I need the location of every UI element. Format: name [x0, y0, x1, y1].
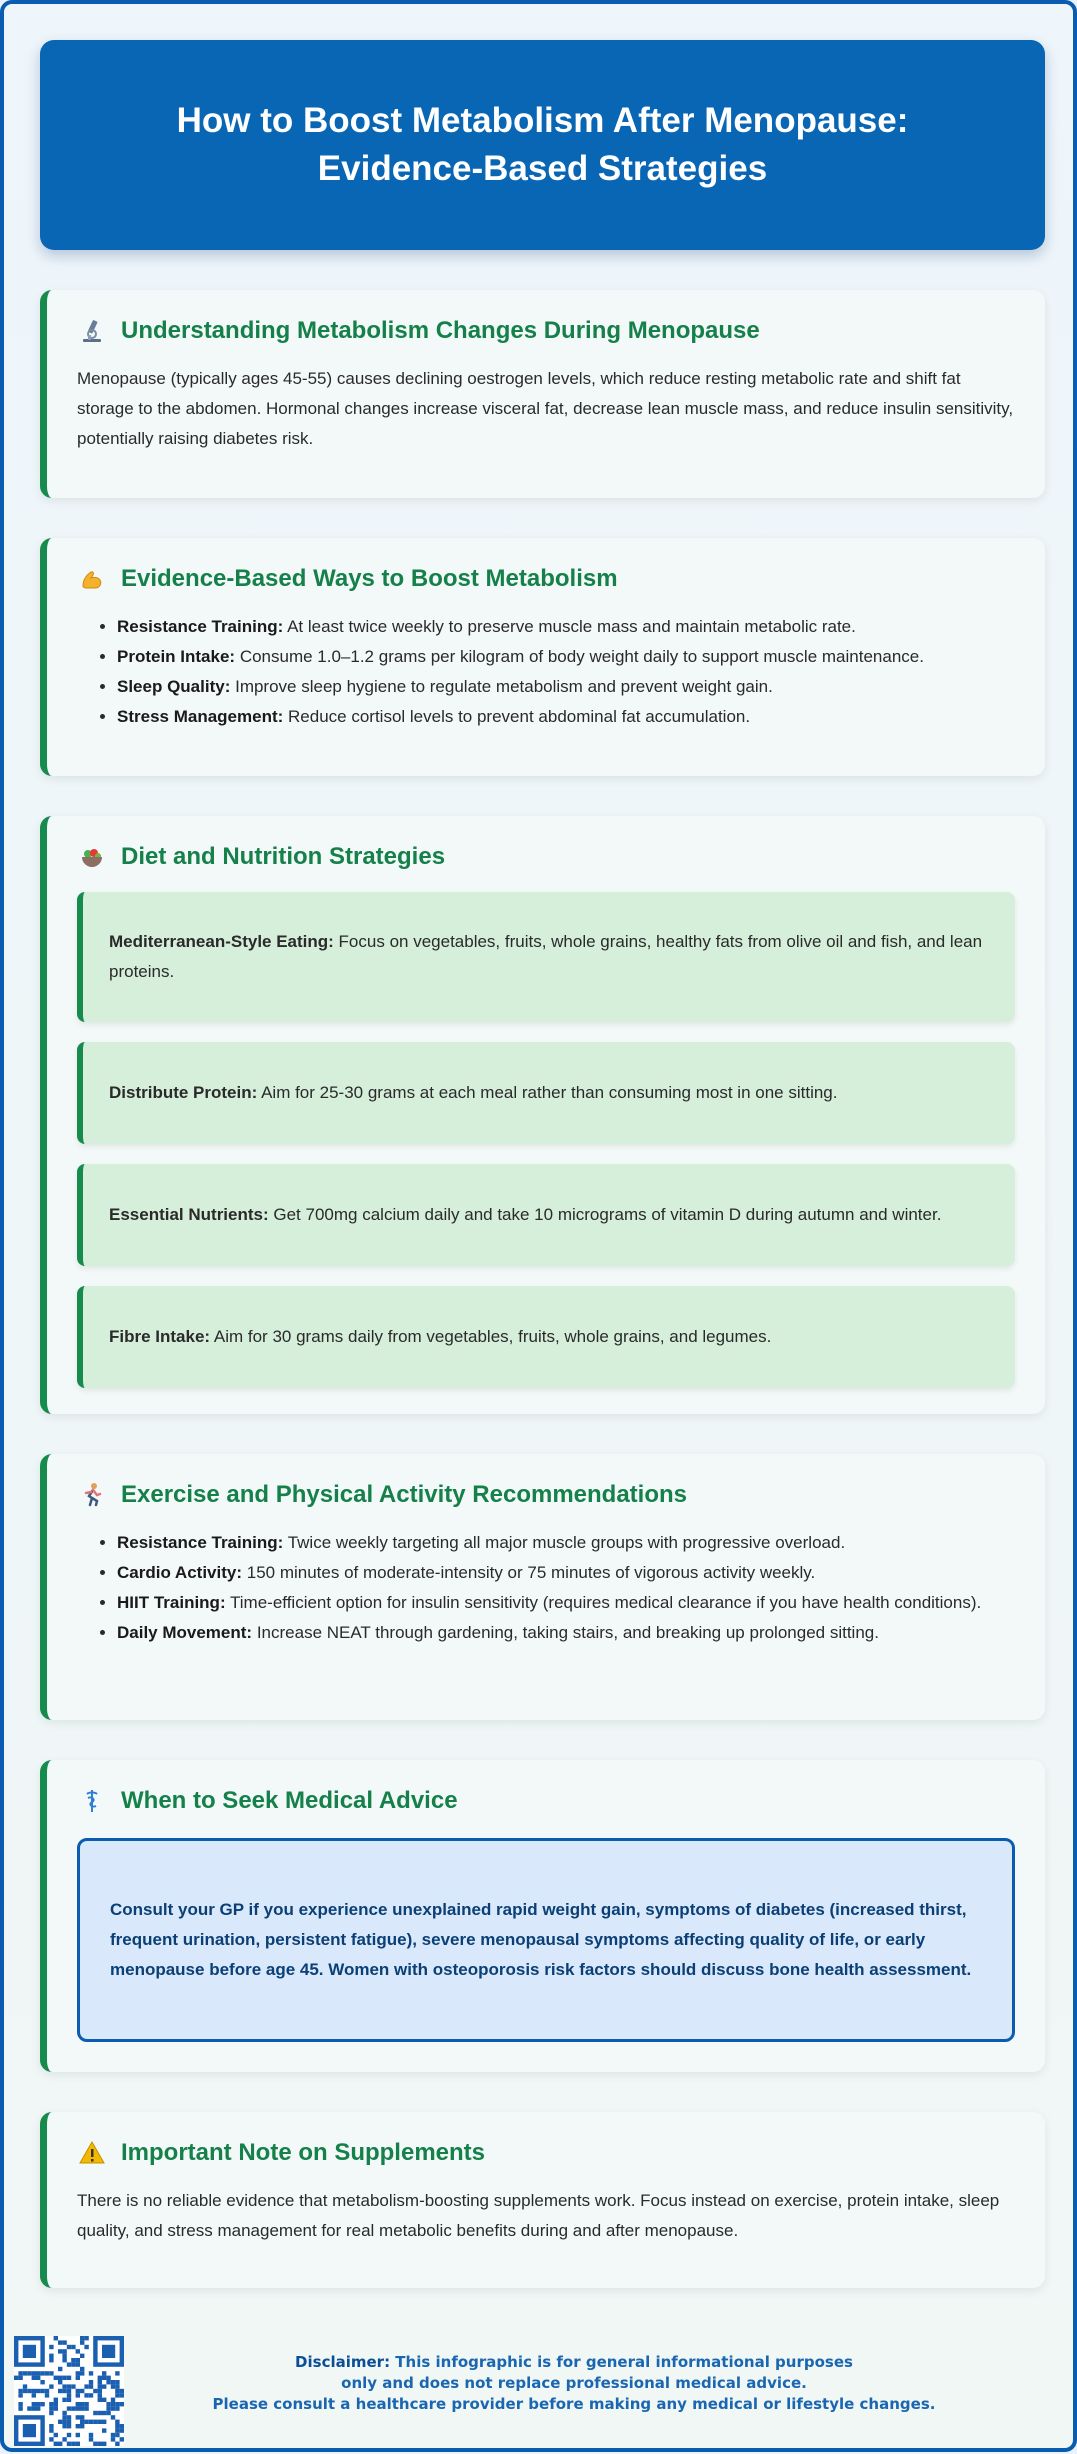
- list-item: [117, 1588, 1015, 1618]
- section-supplements: [40, 2112, 1045, 2288]
- item-label: Sleep Quality:: [117, 677, 231, 696]
- section-title: Exercise and Physical Activity Recommendations: [121, 1481, 688, 1508]
- item-label: Stress Management:: [117, 707, 284, 726]
- list-item: [117, 1558, 1015, 1588]
- diet-tip: [77, 1286, 1015, 1388]
- section-title: Important Note on Supplements: [121, 2139, 486, 2166]
- microscope-icon: [77, 316, 107, 346]
- title-line-2: Evidence-Based Strategies: [317, 149, 768, 188]
- section-boost: [40, 538, 1045, 776]
- salad-bowl-icon: [77, 842, 107, 872]
- tip-label: Mediterranean-Style Eating:: [109, 932, 334, 951]
- list-item: [117, 612, 1015, 642]
- boost-list: [77, 612, 1015, 732]
- diet-tip: [77, 892, 1015, 1022]
- section-text: Menopause (typically ages 45-55) causes declining oestrogen levels, which reduce resting metabolic rate and shift fat storage to the abdomen. Hormonal changes increase visceral fat, decrease lean muscle mass, and reduce insulin sensitivity, potentially raising diabetes risk.: [77, 369, 1014, 448]
- disclaimer: [164, 2352, 984, 2415]
- section-header: [77, 2138, 1015, 2168]
- exercise-list: [77, 1528, 1015, 1648]
- item-label: Cardio Activity:: [117, 1563, 243, 1582]
- tip-text: Get 700mg calcium daily and take 10 micrograms of vitamin D during autumn and winter.: [268, 1205, 942, 1224]
- qr-code-icon[interactable]: [14, 2336, 124, 2446]
- item-text: Improve sleep hygiene to regulate metabolism and prevent weight gain.: [230, 677, 773, 696]
- tip-label: Essential Nutrients:: [109, 1205, 269, 1224]
- item-text: Increase NEAT through gardening, taking stairs, and breaking up prolonged sitting.: [252, 1623, 879, 1642]
- section-title: Understanding Metabolism Changes During Menopause: [121, 317, 760, 344]
- item-label: Resistance Training:: [117, 617, 284, 636]
- item-text: Twice weekly targeting all major muscle groups with progressive overload.: [283, 1533, 846, 1552]
- tip-text: Aim for 25-30 grams at each meal rather than consuming most in one sitting.: [257, 1083, 838, 1102]
- section-exercise: [40, 1454, 1045, 1720]
- flexed-biceps-icon: [77, 564, 107, 594]
- running-person-icon: [77, 1480, 107, 1510]
- item-text: At least twice weekly to preserve muscle mass and maintain metabolic rate.: [283, 617, 856, 636]
- section-diet: [40, 816, 1045, 1414]
- section-title: Evidence-Based Ways to Boost Metabolism: [121, 565, 618, 592]
- disclaimer-line-1: This infographic is for general informational purposes: [390, 2353, 853, 2371]
- tip-label: Distribute Protein:: [109, 1083, 258, 1102]
- page-title: [177, 97, 909, 193]
- tip-text: Focus on vegetables, fruits, whole grains, healthy fats from olive oil and fish, and lean proteins.: [109, 932, 983, 981]
- disclaimer-label: Disclaimer:: [295, 2353, 391, 2371]
- medical-alert-box: [77, 1838, 1015, 2042]
- section-header: [77, 1480, 1015, 1510]
- section-header: [77, 316, 1015, 346]
- list-item: [117, 1528, 1015, 1558]
- item-text: Time-efficient option for insulin sensitivity (requires medical clearance if you have health conditions).: [225, 1593, 982, 1612]
- diet-tip: [77, 1042, 1015, 1144]
- warning-icon: [77, 2138, 107, 2168]
- list-item: [117, 672, 1015, 702]
- section-title: When to Seek Medical Advice: [121, 1787, 458, 1814]
- item-label: Resistance Training:: [117, 1533, 284, 1552]
- page-header: [40, 40, 1045, 250]
- title-line-1: How to Boost Metabolism After Menopause:: [176, 101, 909, 140]
- list-item: [117, 642, 1015, 672]
- medical-caduceus-icon: [77, 1786, 107, 1816]
- section-understanding: [40, 290, 1045, 498]
- section-header: [77, 1786, 1015, 1816]
- footer: [4, 2324, 1077, 2454]
- list-item: [117, 702, 1015, 732]
- item-text: Consume 1.0–1.2 grams per kilogram of body weight daily to support muscle maintenance.: [235, 647, 924, 666]
- section-header: [77, 842, 1015, 872]
- diet-tip: [77, 1164, 1015, 1266]
- section-header: [77, 564, 1015, 594]
- item-label: Protein Intake:: [117, 647, 236, 666]
- item-label: Daily Movement:: [117, 1623, 253, 1642]
- tip-text: Aim for 30 grams daily from vegetables, fruits, whole grains, and legumes.: [210, 1327, 772, 1346]
- section-title: Diet and Nutrition Strategies: [121, 843, 446, 870]
- tip-label: Fibre Intake:: [109, 1327, 211, 1346]
- disclaimer-line-2: only and does not replace professional medical advice.: [341, 2374, 807, 2392]
- item-label: HIIT Training:: [117, 1593, 226, 1612]
- list-item: [117, 1618, 1015, 1648]
- alert-text: Consult your GP if you experience unexplained rapid weight gain, symptoms of diabetes (increased thirst, frequent urination, persistent fatigue), severe menopausal symptoms affecting quality of life, or early menopause before age 45. Women with osteoporosis risk factors should discuss bone health assessment.: [110, 1900, 972, 1979]
- item-text: 150 minutes of moderate-intensity or 75 minutes of vigorous activity weekly.: [242, 1563, 816, 1582]
- disclaimer-line-3: Please consult a healthcare provider before making any medical or lifestyle changes.: [212, 2395, 936, 2413]
- item-text: Reduce cortisol levels to prevent abdominal fat accumulation.: [283, 707, 751, 726]
- section-medical: [40, 1760, 1045, 2072]
- section-text: There is no reliable evidence that metabolism-boosting supplements work. Focus instead on exercise, protein intake, sleep quality, and stress management for real metabolic benefits during and after menopause.: [77, 2191, 1000, 2240]
